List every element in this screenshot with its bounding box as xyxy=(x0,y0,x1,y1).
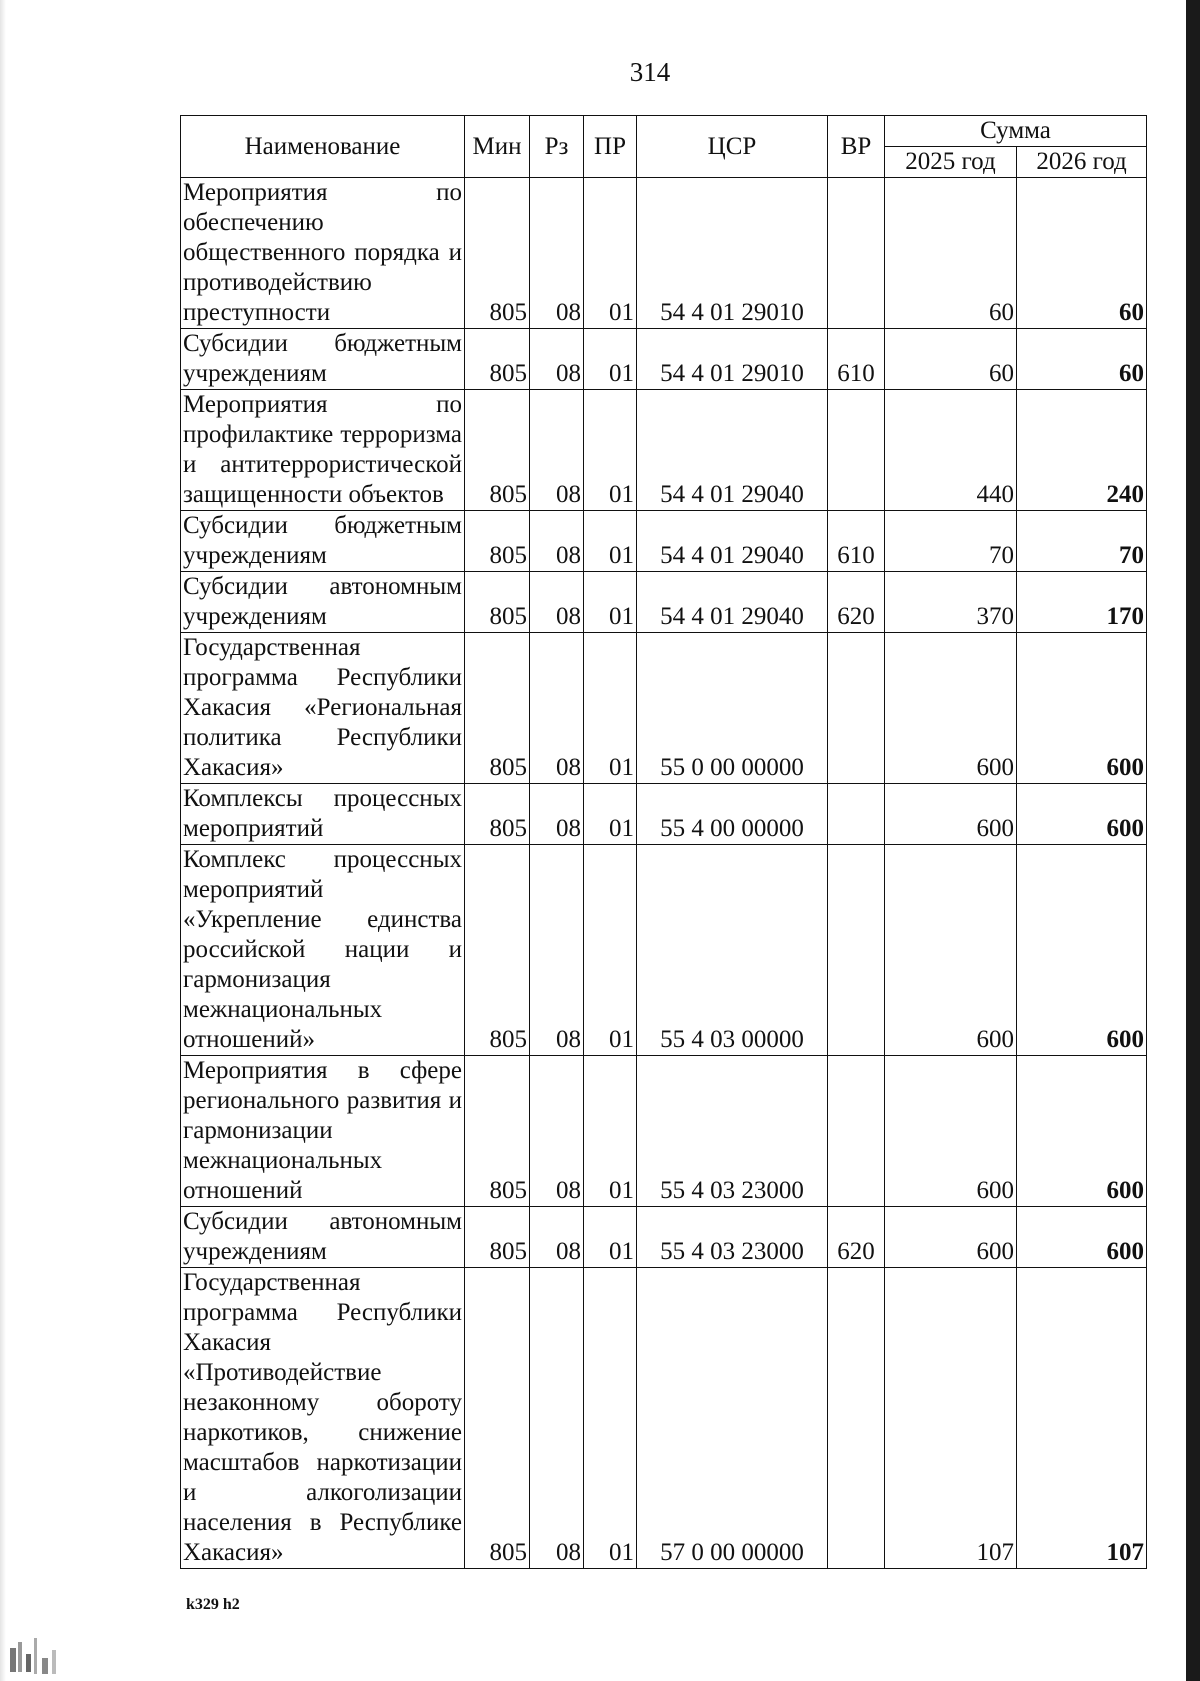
row-pr: 01 xyxy=(584,329,637,390)
row-rz: 08 xyxy=(530,1056,584,1207)
row-csr: 54 4 01 29010 xyxy=(637,178,828,329)
row-pr: 01 xyxy=(584,1056,637,1207)
row-pr: 01 xyxy=(584,633,637,784)
row-vr xyxy=(828,1056,885,1207)
row-sum-2026: 240 xyxy=(1017,390,1147,511)
row-csr: 57 0 00 00000 xyxy=(637,1268,828,1569)
row-rz: 08 xyxy=(530,511,584,572)
row-name: Субсидии бюджетным учреждениям xyxy=(181,511,465,572)
row-min: 805 xyxy=(465,178,530,329)
row-pr: 01 xyxy=(584,572,637,633)
row-sum-2025: 600 xyxy=(885,1056,1017,1207)
row-rz: 08 xyxy=(530,845,584,1056)
row-csr: 54 4 01 29040 xyxy=(637,511,828,572)
row-name: Комплекс процессных мероприятий «Укрепление единства российской нации и гармонизация межнациональных отношений» xyxy=(181,845,465,1056)
row-sum-2026: 600 xyxy=(1017,1207,1147,1268)
row-min: 805 xyxy=(465,1056,530,1207)
row-sum-2025: 600 xyxy=(885,784,1017,845)
row-pr: 01 xyxy=(584,390,637,511)
row-name: Субсидии автономным учреждениям xyxy=(181,1207,465,1268)
table-row xyxy=(181,329,1147,390)
row-csr: 54 4 01 29040 xyxy=(637,390,828,511)
row-rz: 08 xyxy=(530,178,584,329)
row-min: 805 xyxy=(465,572,530,633)
row-name: Субсидии бюджетным учреждениям xyxy=(181,329,465,390)
header-csr: ЦСР xyxy=(637,116,828,178)
row-vr xyxy=(828,633,885,784)
row-name: Государственная программа Республики Хакасия «Противодействие незаконному обороту наркотиков, снижение масштабов наркотизации и алкоголизации населения в Республике Хакасия» xyxy=(181,1268,465,1569)
row-pr: 01 xyxy=(584,178,637,329)
scan-right-edge xyxy=(1186,0,1200,1681)
row-min: 805 xyxy=(465,390,530,511)
row-name: Мероприятия по профилактике терроризма и антитеррористической защищенности объектов xyxy=(181,390,465,511)
scan-left-edge xyxy=(0,0,6,1681)
row-rz: 08 xyxy=(530,329,584,390)
row-sum-2026: 600 xyxy=(1017,845,1147,1056)
header-rz: Рз xyxy=(530,116,584,178)
header-name: Наименование xyxy=(181,116,465,178)
row-name: Комплексы процессных мероприятий xyxy=(181,784,465,845)
table-row xyxy=(181,572,1147,633)
row-sum-2025: 60 xyxy=(885,178,1017,329)
table-row xyxy=(181,633,1147,784)
row-vr xyxy=(828,784,885,845)
row-sum-2025: 600 xyxy=(885,845,1017,1056)
row-min: 805 xyxy=(465,329,530,390)
row-csr: 55 4 00 00000 xyxy=(637,784,828,845)
row-sum-2026: 600 xyxy=(1017,1056,1147,1207)
row-sum-2025: 440 xyxy=(885,390,1017,511)
row-csr: 55 4 03 23000 xyxy=(637,1056,828,1207)
header-vr: ВР xyxy=(828,116,885,178)
row-vr xyxy=(828,390,885,511)
page-number: 314 xyxy=(629,57,671,87)
row-name: Мероприятия по обеспечению общественного порядка и противодействию преступности xyxy=(181,178,465,329)
row-rz: 08 xyxy=(530,784,584,845)
header-2025: 2025 год xyxy=(885,147,1017,178)
row-sum-2026: 600 xyxy=(1017,633,1147,784)
row-pr: 01 xyxy=(584,845,637,1056)
row-vr xyxy=(828,845,885,1056)
row-sum-2026: 107 xyxy=(1017,1268,1147,1569)
row-vr xyxy=(828,178,885,329)
row-pr: 01 xyxy=(584,1207,637,1268)
row-min: 805 xyxy=(465,1207,530,1268)
row-min: 805 xyxy=(465,511,530,572)
header-2026: 2026 год xyxy=(1017,147,1147,178)
row-csr: 55 0 00 00000 xyxy=(637,633,828,784)
budget-table xyxy=(180,115,1147,1569)
row-sum-2026: 600 xyxy=(1017,784,1147,845)
table-row xyxy=(181,1056,1147,1207)
row-sum-2026: 170 xyxy=(1017,572,1147,633)
table-row xyxy=(181,1207,1147,1268)
header-sum: Сумма xyxy=(885,116,1147,147)
row-sum-2025: 60 xyxy=(885,329,1017,390)
row-vr: 610 xyxy=(828,329,885,390)
scan-noise-marks xyxy=(2,1598,72,1678)
header-min: Мин xyxy=(465,116,530,178)
table-row xyxy=(181,390,1147,511)
row-sum-2025: 600 xyxy=(885,1207,1017,1268)
row-pr: 01 xyxy=(584,511,637,572)
row-csr: 55 4 03 23000 xyxy=(637,1207,828,1268)
table-row xyxy=(181,1268,1147,1569)
header-pr: ПР xyxy=(584,116,637,178)
row-rz: 08 xyxy=(530,1207,584,1268)
row-csr: 54 4 01 29010 xyxy=(637,329,828,390)
row-min: 805 xyxy=(465,633,530,784)
table-row xyxy=(181,784,1147,845)
row-name: Государственная программа Республики Хакасия «Региональная политика Республики Хакасия» xyxy=(181,633,465,784)
row-sum-2025: 600 xyxy=(885,633,1017,784)
row-min: 805 xyxy=(465,1268,530,1569)
row-rz: 08 xyxy=(530,572,584,633)
row-name: Мероприятия в сфере регионального развития и гармонизации межнациональных отношений xyxy=(181,1056,465,1207)
row-rz: 08 xyxy=(530,390,584,511)
row-rz: 08 xyxy=(530,1268,584,1569)
row-vr: 620 xyxy=(828,572,885,633)
row-min: 805 xyxy=(465,845,530,1056)
table-row xyxy=(181,845,1147,1056)
row-sum-2025: 70 xyxy=(885,511,1017,572)
row-vr xyxy=(828,1268,885,1569)
row-name: Субсидии автономным учреждениям xyxy=(181,572,465,633)
row-vr: 620 xyxy=(828,1207,885,1268)
row-sum-2025: 370 xyxy=(885,572,1017,633)
row-sum-2026: 60 xyxy=(1017,178,1147,329)
row-vr: 610 xyxy=(828,511,885,572)
row-sum-2026: 60 xyxy=(1017,329,1147,390)
row-csr: 54 4 01 29040 xyxy=(637,572,828,633)
table-row xyxy=(181,511,1147,572)
row-pr: 01 xyxy=(584,784,637,845)
row-csr: 55 4 03 00000 xyxy=(637,845,828,1056)
table-row xyxy=(181,178,1147,329)
row-rz: 08 xyxy=(530,633,584,784)
table-body xyxy=(181,178,1147,1569)
row-sum-2026: 70 xyxy=(1017,511,1147,572)
footer-code: k329 h2 xyxy=(186,1596,240,1613)
row-sum-2025: 107 xyxy=(885,1268,1017,1569)
row-pr: 01 xyxy=(584,1268,637,1569)
row-min: 805 xyxy=(465,784,530,845)
